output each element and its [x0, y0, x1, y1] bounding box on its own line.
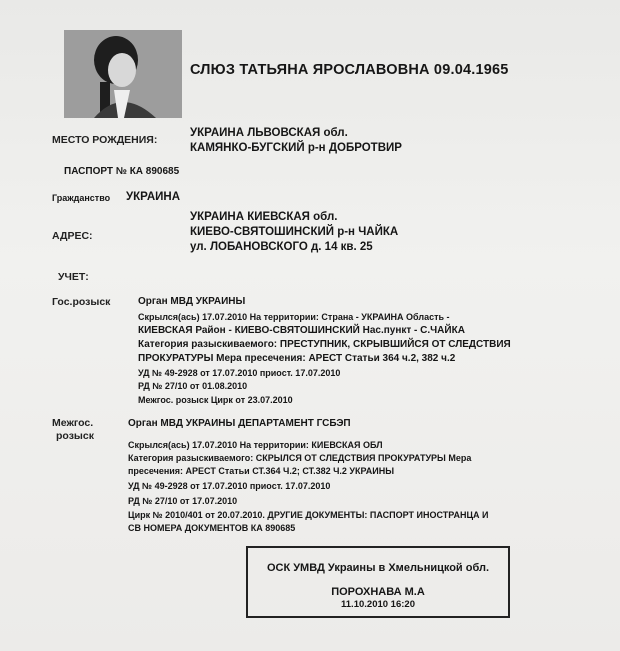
state-search-line6: УД № 49-2928 от 17.07.2010 приост. 17.07.2010 — [138, 368, 341, 378]
interstate-search-line3: Категория разыскиваемого: СКРЫЛСЯ ОТ СЛЕДСТВИЯ ПРОКУРАТУРЫ Мера — [128, 453, 472, 463]
stamp-department: ОСК УМВД Украины в Хмельницкой обл. — [266, 562, 490, 574]
interstate-search-line1: Орган МВД УКРАИНЫ ДЕПАРТАМЕНТ ГСБЭП — [128, 418, 351, 429]
passport-number: ПАСПОРТ № КА 890685 — [64, 166, 180, 177]
interstate-search-line5: УД № 49-2928 от 17.07.2010 приост. 17.07.2010 — [128, 481, 331, 491]
state-search-label: Гос.розыск — [52, 296, 111, 308]
official-stamp — [246, 546, 510, 618]
state-search-line3: КИЕВСКАЯ Район - КИЕВО-СВЯТОШИНСКИЙ Нас.пункт - С.ЧАЙКА — [138, 325, 465, 336]
interstate-search-label-2: розыск — [56, 430, 94, 442]
state-search-line4: Категория разыскиваемого: ПРЕСТУПНИК, СКРЫВШИЙСЯ ОТ СЛЕДСТВИЯ — [138, 339, 511, 350]
citizenship-label: Гражданство — [52, 193, 111, 203]
portrait-photo — [64, 30, 182, 118]
birth-place-line1: УКРАИНА ЛЬВОВСКАЯ обл. — [190, 127, 348, 139]
birth-place-label: МЕСТО РОЖДЕНИЯ: — [52, 134, 158, 146]
portrait-image — [64, 30, 182, 118]
interstate-search-line4: пресечения: АРЕСТ Статьи СТ.364 Ч.2; СТ.382 Ч.2 УКРАИНЫ — [128, 466, 395, 476]
interstate-search-line7: Цирк № 2010/401 от 20.07.2010. ДРУГИЕ ДОКУМЕНТЫ: ПАСПОРТ ИНОСТРАНЦА И — [128, 510, 489, 520]
stamp-officer: ПОРОХНАВА М.А — [331, 586, 425, 598]
stamp-datetime: 11.10.2010 16:20 — [341, 599, 415, 610]
address-line1: УКРАИНА КИЕВСКАЯ обл. — [190, 211, 338, 223]
record-label: УЧЕТ: — [58, 271, 89, 283]
interstate-search-line6: РД № 27/10 от 17.07.2010 — [128, 496, 238, 506]
citizenship-value: УКРАИНА — [126, 191, 181, 203]
person-name: СЛЮЗ ТАТЬЯНА ЯРОСЛАВОВНА 09.04.1965 — [190, 62, 509, 78]
interstate-search-line2: Скрылся(ась) 17.07.2010 На территории: КИЕВСКАЯ ОБЛ — [128, 440, 383, 450]
address-line2: КИЕВО-СВЯТОШИНСКИЙ р-н ЧАЙКА — [190, 226, 399, 238]
state-search-line1: Орган МВД УКРАИНЫ — [138, 296, 246, 307]
state-search-line8: Межгос. розыск Цирк от 23.07.2010 — [138, 395, 293, 405]
state-search-line5: ПРОКУРАТУРЫ Мера пресечения: АРЕСТ Статьи 364 ч.2, 382 ч.2 — [138, 353, 456, 364]
state-search-line7: РД № 27/10 от 01.08.2010 — [138, 381, 248, 391]
state-search-line2: Скрылся(ась) 17.07.2010 На территории: Страна - УКРАИНА Область - — [138, 312, 450, 322]
address-line3: ул. ЛОБАНОВСКОГО д. 14 кв. 25 — [190, 241, 373, 253]
address-label: АДРЕС: — [52, 230, 93, 242]
birth-place-line2: КАМЯНКО-БУГСКИЙ р-н ДОБРОТВИР — [190, 142, 402, 154]
interstate-search-line8: СВ НОМЕРА ДОКУМЕНТОВ КА 890685 — [128, 523, 296, 533]
interstate-search-label-1: Межгос. — [52, 417, 94, 429]
